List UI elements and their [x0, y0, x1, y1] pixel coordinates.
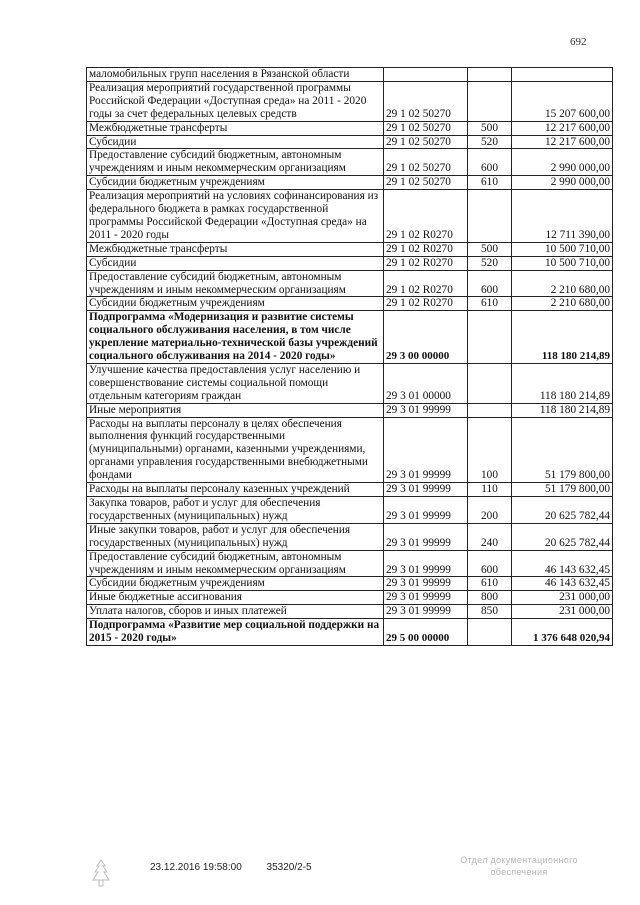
row-type-cell	[468, 311, 512, 364]
watermark-stamp: Отдел документационного обеспечения	[460, 855, 578, 877]
row-name-cell: Реализация мероприятий на условиях софинансирования из федерального бюджета в рамках государственной программы Российской Федерации «Доступная среда» на 2011 - 2020 годы	[87, 190, 384, 243]
row-name-cell: Реализация мероприятий государственной программы Российской Федерации «Доступная среда» на 2011 - 2020 годы за счет федеральных целевых средств	[87, 81, 384, 121]
row-name-cell: Иные бюджетные ассигнования	[87, 591, 384, 605]
row-sum-cell: 10 500 710,00	[512, 256, 613, 270]
row-type-cell: 520	[468, 256, 512, 270]
table-row	[87, 417, 613, 483]
row-sum-cell: 231 000,00	[512, 605, 613, 619]
table-row	[87, 176, 613, 190]
row-name-cell: Подпрограмма «Развитие мер социальной поддержки на 2015 - 2020 годы»	[87, 619, 384, 646]
row-type-cell: 610	[468, 176, 512, 190]
row-name-cell: Закупка товаров, работ и услуг для обеспечения государственных (муниципальных) нужд	[87, 497, 384, 524]
row-sum-cell	[512, 68, 613, 82]
row-code-cell: 29 3 01 99999	[384, 591, 468, 605]
table-row	[87, 270, 613, 297]
row-code-cell	[384, 68, 468, 82]
row-sum-cell: 118 180 214,89	[512, 403, 613, 417]
row-name-cell: Подпрограмма «Модернизация и развитие системы социального обслуживания населения, в том числе укрепление материально-технической базы учреждений социального обслуживания на 2014 - 2020 годы»	[87, 311, 384, 364]
row-name-cell: Межбюджетные трансферты	[87, 242, 384, 256]
row-code-cell: 29 3 01 00000	[384, 363, 468, 403]
table-row	[87, 363, 613, 403]
row-sum-cell: 1 376 648 020,94	[512, 619, 613, 646]
row-sum-cell: 118 180 214,89	[512, 311, 613, 364]
row-type-cell: 600	[468, 270, 512, 297]
row-type-cell: 600	[468, 550, 512, 577]
table-row	[87, 577, 613, 591]
row-type-cell: 100	[468, 417, 512, 483]
row-type-cell: 110	[468, 483, 512, 497]
row-sum-cell: 10 500 710,00	[512, 242, 613, 256]
row-code-cell: 29 3 01 99999	[384, 577, 468, 591]
row-type-cell: 610	[468, 297, 512, 311]
table-row	[87, 605, 613, 619]
row-name-cell: Расходы на выплаты персоналу в целях обеспечения выполнения функций государственными (муниципальными) органами, казенными учреждениями, органами управления государственными внебюджетными фондами	[87, 417, 384, 483]
row-name-cell: Улучшение качества предоставления услуг населению и совершенствование системы социальной помощи отдельным категориям граждан	[87, 363, 384, 403]
row-name-cell: Расходы на выплаты персоналу казенных учреждений	[87, 483, 384, 497]
row-sum-cell: 2 210 680,00	[512, 270, 613, 297]
table-row	[87, 81, 613, 121]
budget-table	[86, 67, 613, 646]
row-code-cell: 29 1 02 50270	[384, 149, 468, 176]
row-name-cell: Предоставление субсидий бюджетным, автономным учреждениям и иным некоммерческим организациям	[87, 270, 384, 297]
budget-table-body	[87, 68, 613, 646]
row-name-cell: Субсидии бюджетным учреждениям	[87, 176, 384, 190]
row-sum-cell: 2 990 000,00	[512, 176, 613, 190]
row-type-cell: 200	[468, 497, 512, 524]
row-sum-cell: 118 180 214,89	[512, 363, 613, 403]
row-type-cell: 610	[468, 577, 512, 591]
row-sum-cell: 46 143 632,45	[512, 577, 613, 591]
row-code-cell: 29 1 02 50270	[384, 121, 468, 135]
row-type-cell	[468, 363, 512, 403]
table-row	[87, 591, 613, 605]
row-type-cell	[468, 68, 512, 82]
page-number: 692	[570, 36, 587, 48]
table-row	[87, 483, 613, 497]
row-sum-cell: 2 990 000,00	[512, 149, 613, 176]
table-row	[87, 68, 613, 82]
row-code-cell: 29 3 01 99999	[384, 403, 468, 417]
row-name-cell: Субсидии	[87, 135, 384, 149]
row-type-cell	[468, 81, 512, 121]
row-sum-cell: 231 000,00	[512, 591, 613, 605]
row-code-cell: 29 3 00 00000	[384, 311, 468, 364]
row-name-cell: Субсидии бюджетным учреждениям	[87, 577, 384, 591]
row-sum-cell: 20 625 782,44	[512, 523, 613, 550]
table-row	[87, 550, 613, 577]
footer-doc-number: 35320/2-5	[266, 862, 312, 873]
row-sum-cell: 12 217 600,00	[512, 121, 613, 135]
seal-icon	[90, 858, 112, 888]
table-row	[87, 149, 613, 176]
table-row	[87, 403, 613, 417]
row-type-cell	[468, 403, 512, 417]
table-row	[87, 242, 613, 256]
row-sum-cell: 46 143 632,45	[512, 550, 613, 577]
row-code-cell: 29 1 02 R0270	[384, 242, 468, 256]
table-row	[87, 135, 613, 149]
row-type-cell: 240	[468, 523, 512, 550]
row-name-cell: Иные закупки товаров, работ и услуг для обеспечения государственных (муниципальных) нужд	[87, 523, 384, 550]
row-code-cell: 29 1 02 R0270	[384, 190, 468, 243]
table-row	[87, 121, 613, 135]
table-row	[87, 619, 613, 646]
table-row	[87, 523, 613, 550]
row-type-cell: 500	[468, 121, 512, 135]
row-code-cell: 29 3 01 99999	[384, 523, 468, 550]
table-row	[87, 497, 613, 524]
row-sum-cell: 15 207 600,00	[512, 81, 613, 121]
row-code-cell: 29 5 00 00000	[384, 619, 468, 646]
row-type-cell	[468, 190, 512, 243]
row-name-cell: Уплата налогов, сборов и иных платежей	[87, 605, 384, 619]
row-type-cell: 850	[468, 605, 512, 619]
row-code-cell: 29 3 01 99999	[384, 605, 468, 619]
row-name-cell: Субсидии	[87, 256, 384, 270]
row-type-cell: 520	[468, 135, 512, 149]
row-code-cell: 29 3 01 99999	[384, 497, 468, 524]
table-row	[87, 297, 613, 311]
row-sum-cell: 12 711 390,00	[512, 190, 613, 243]
row-name-cell: маломобильных групп населения в Рязанской области	[87, 68, 384, 82]
row-type-cell: 600	[468, 149, 512, 176]
row-name-cell: Межбюджетные трансферты	[87, 121, 384, 135]
table-row	[87, 311, 613, 364]
footer-stamp	[150, 862, 334, 873]
row-code-cell: 29 1 02 R0270	[384, 256, 468, 270]
row-sum-cell: 2 210 680,00	[512, 297, 613, 311]
row-sum-cell: 12 217 600,00	[512, 135, 613, 149]
row-sum-cell: 51 179 800,00	[512, 417, 613, 483]
row-sum-cell: 51 179 800,00	[512, 483, 613, 497]
row-code-cell: 29 1 02 50270	[384, 135, 468, 149]
table-row	[87, 190, 613, 243]
table-row	[87, 256, 613, 270]
row-sum-cell: 20 625 782,44	[512, 497, 613, 524]
row-name-cell: Иные мероприятия	[87, 403, 384, 417]
row-code-cell: 29 3 01 99999	[384, 550, 468, 577]
row-type-cell: 500	[468, 242, 512, 256]
row-code-cell: 29 1 02 50270	[384, 176, 468, 190]
row-code-cell: 29 1 02 R0270	[384, 297, 468, 311]
row-name-cell: Предоставление субсидий бюджетным, автономным учреждениям и иным некоммерческим организациям	[87, 149, 384, 176]
row-code-cell: 29 1 02 R0270	[384, 270, 468, 297]
row-type-cell	[468, 619, 512, 646]
row-name-cell: Предоставление субсидий бюджетным, автономным учреждениям и иным некоммерческим организациям	[87, 550, 384, 577]
footer-datetime: 23.12.2016 19:58:00	[150, 862, 242, 873]
row-code-cell: 29 3 01 99999	[384, 417, 468, 483]
row-type-cell: 800	[468, 591, 512, 605]
row-name-cell: Субсидии бюджетным учреждениям	[87, 297, 384, 311]
row-code-cell: 29 1 02 50270	[384, 81, 468, 121]
row-code-cell: 29 3 01 99999	[384, 483, 468, 497]
